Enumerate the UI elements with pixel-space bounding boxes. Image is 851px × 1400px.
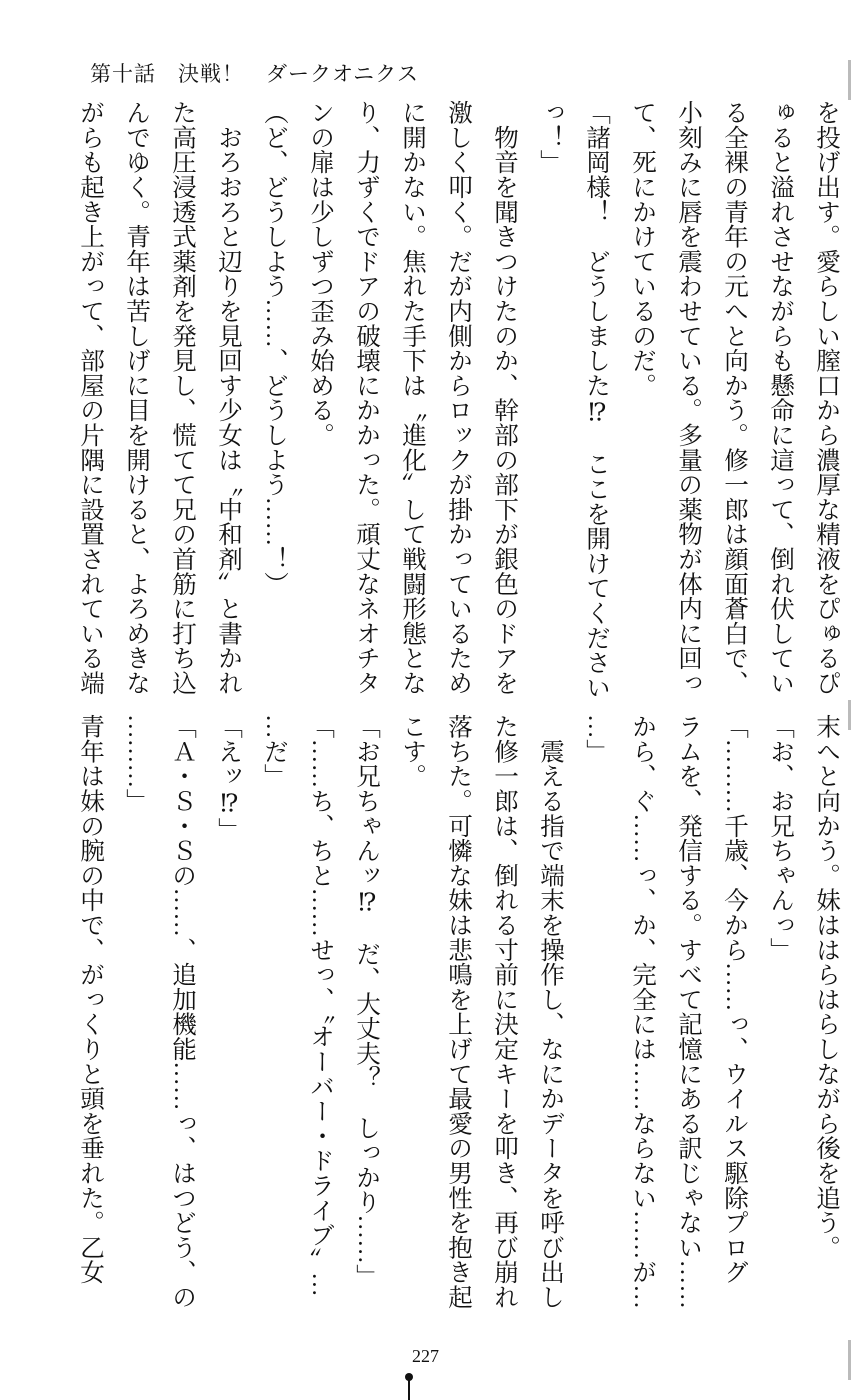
text-line: 「諸岡様！ どうしました⁉ ここを開けてください	[583, 100, 610, 700]
text-line: 「……ち、ちと……せっ、〝オーバー・ドライブ〟…	[307, 714, 334, 1297]
text-line: 震える指で端末を操作し、なにかデータを呼び出し	[537, 714, 564, 1310]
page-number: 227	[412, 1346, 439, 1366]
text-line: 激しく叩く。だが内側からロックが掛かっているため	[445, 100, 472, 696]
text-line: 小刻みに唇を震わせている。多量の薬物が体内に回っ	[675, 100, 702, 696]
text-line: 「お兄ちゃんッ⁉ だ、大丈夫？ しっかり……」	[353, 714, 380, 1289]
text-line: に開かない。焦れた手下は〝進化〟して戦闘形態とな	[399, 100, 426, 696]
text-line: がらも起き上がって、部屋の片隅に設置されている端	[77, 100, 104, 696]
text-block-upper	[69, 100, 849, 700]
text-line: ゅると溢れさせながらも懸命に這って、倒れ伏してい	[767, 100, 794, 696]
text-line: 「………千歳、今から……っ、ウイルス駆除プログ	[721, 714, 748, 1285]
text-line: ラムを、発信する。すべて記憶にある訳じゃない……	[675, 714, 702, 1310]
text-line: て、死にかけているのだ。	[629, 100, 656, 398]
text-line: 落ちた。可憐な妹は悲鳴を上げて最愛の男性を抱き起	[445, 714, 472, 1310]
text-line: 物音を聞きつけたのか、幹部の部下が銀色のドアを	[491, 100, 518, 696]
text-line: んでゆく。青年は苦しげに目を開けると、よろめきな	[123, 100, 150, 696]
text-line: ンの扉は少しずつ歪み始める。	[307, 100, 334, 448]
text-line: 青年は妹の腕の中で、がっくりと頭を垂れた。乙女	[77, 714, 104, 1285]
text-line: 「Ａ・Ｓ・Ｓの……、追加機能……っ、はつどう、の	[169, 714, 196, 1310]
text-line: …だ」	[261, 714, 288, 789]
running-header: 第十話 決戦！ ダークオニクス	[90, 62, 419, 86]
text-line: 末へと向かう。妹ははらはらしながら後を追う。	[813, 714, 840, 1260]
text-line: る全裸の青年の元へと向かう。修一郎は顔面蒼白で、	[721, 100, 748, 696]
text-line: た高圧浸透式薬剤を発見し、慌てて兄の首筋に打ち込	[169, 100, 196, 696]
bookmark-stem	[408, 1380, 410, 1400]
text-line: 「えッ⁉」	[215, 714, 242, 843]
text-line: おろおろと辺りを見回す少女は〝中和剤〟と書かれ	[215, 100, 242, 696]
text-line: ………」	[123, 714, 150, 814]
text-line: …」	[583, 714, 610, 764]
text-block-lower	[69, 714, 849, 1310]
text-line: を投げ出す。愛らしい膣口から濃厚な精液をぴゅるぴ	[813, 100, 840, 696]
text-line: こす。	[399, 714, 426, 789]
text-line: た修一郎は、倒れる寸前に決定キーを叩き、再び崩れ	[491, 714, 518, 1310]
text-line: っ！」	[537, 100, 564, 175]
text-line: から、ぐ……っ、か、完全には……ならない……が…	[629, 714, 656, 1310]
text-line: り、力ずくでドアの破壊にかかった。頑丈なネオチタ	[353, 100, 380, 696]
text-line: （ど、どうしよう……、どうしよう……！）	[261, 100, 288, 596]
text-line: 「お、お兄ちゃんっ」	[767, 714, 794, 962]
